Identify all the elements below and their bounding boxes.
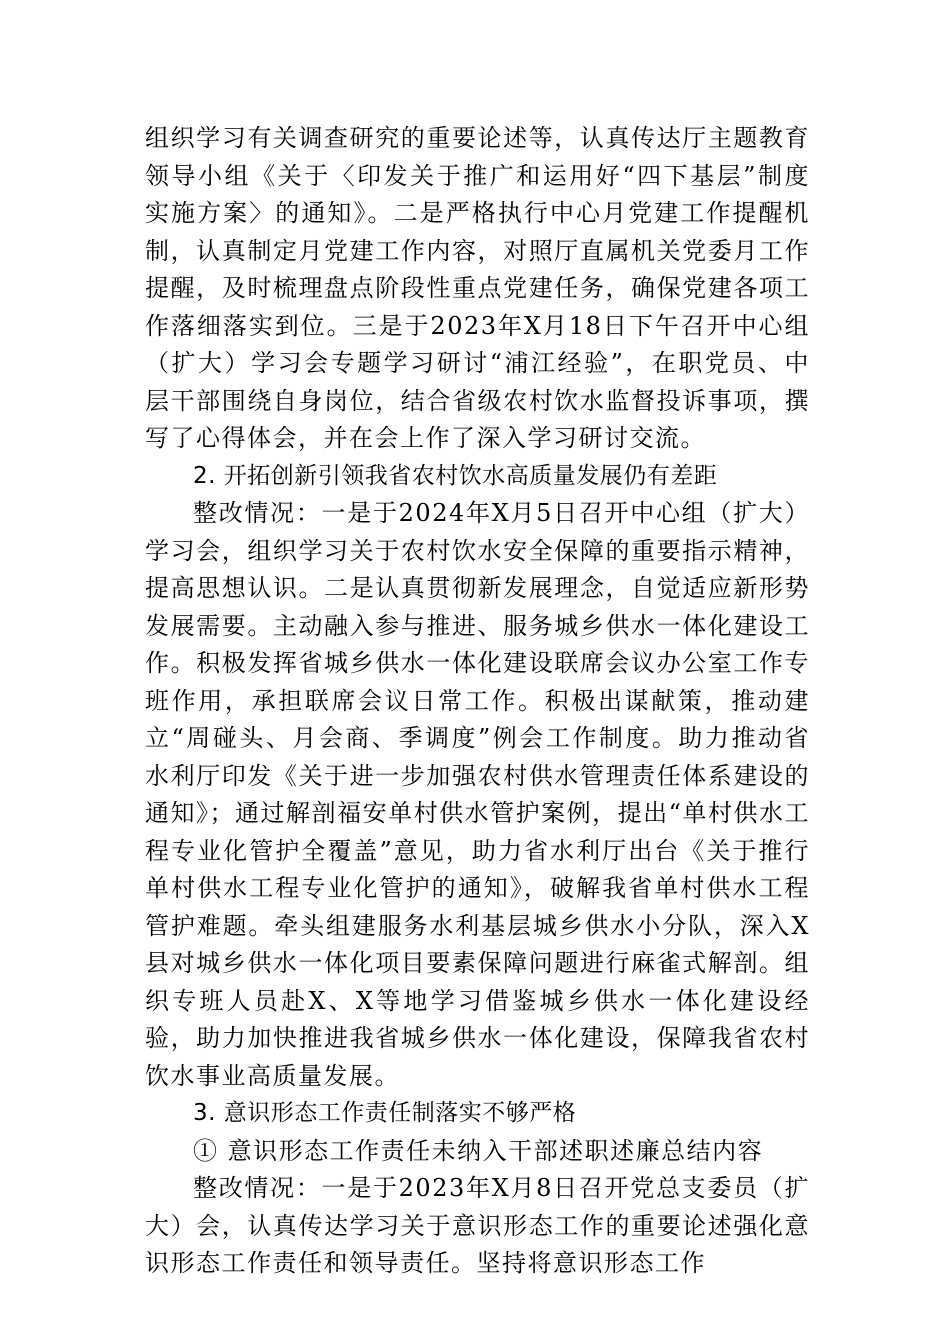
section-heading: 3. 意识形态工作责任制落实不够严格 (193, 1100, 577, 1126)
document-body (145, 120, 810, 1283)
body-paragraph: 组织学习有关调查研究的重要论述等，认真传达厅主题教育领导小组《关于〈印发关于推广和运用好“四下基层”制度实施方案〉的通知》。二是严格执行中心月党建工作提醒机制，认真制定月党建工作内容，对照厅直属机关党委月工作提醒，及时梳理盘点阶段性重点党建任务，确保党建各项工作落细落实到位。三是于2023年X月18日下午召开中心组（扩大）学习会专题学习研讨“浦江经验”，在职党员、中层干部围绕自身岗位，结合省级农村饮水监督投诉事项，撰写了心得体会，并在会上作了深入学习研讨交流。 (145, 124, 810, 452)
body-paragraph: 整改情况：一是于2023年X月8日召开党总支委员（扩大）会，认真传达学习关于意识形态工作的重要论述强化意识形态工作责任和领导责任。坚持将意识形态工作 (145, 1174, 810, 1277)
body-paragraph: 整改情况：一是于2024年X月5日召开中心组（扩大）学习会，组织学习关于农村饮水安全保障的重要指示精神，提高思想认识。二是认真贯彻新发展理念，自觉适应新形势发展需要。主动融入参与推进、服务城乡供水一体化建设工作。积极发挥省城乡供水一体化建设联席会议办公室工作专班作用，承担联席会议日常工作。积极出谋献策，推动建立“周碰头、月会商、季调度”例会工作制度。助力推动省水利厅印发《关于进一步加强农村供水管理责任体系建设的通知》；通过解剖福安单村供水管护案例，提出“单村供水工程专业化管护全覆盖”意见，助力省水利厅出台《关于推行单村供水工程专业化管护的通知》，破解我省单村供水工程管护难题。牵头组建服务水利基层城乡供水小分队，深入X县对城乡供水一体化项目要素保障问题进行麻雀式解剖。组织专班人员赴X、X等地学习借鉴城乡供水一体化建设经验，助力加快推进我省城乡供水一体化建设，保障我省农村饮水事业高质量发展。 (145, 499, 810, 1090)
sub-item: ① 意识形态工作责任未纳入干部述职述廉总结内容 (193, 1136, 764, 1165)
section-heading: 2. 开拓创新引领我省农村饮水高质量发展仍有差距 (193, 462, 718, 489)
